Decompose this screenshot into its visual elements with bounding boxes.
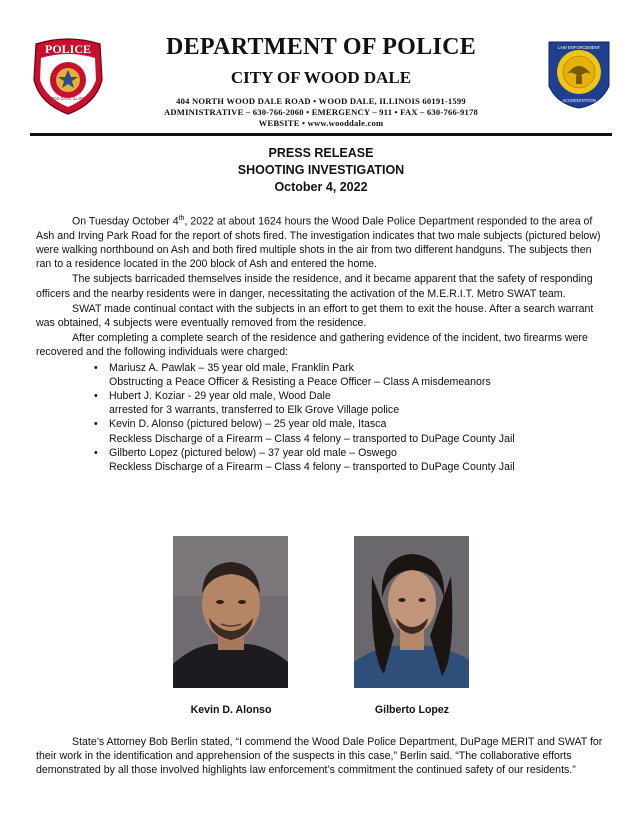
photo-caption: Kevin D. Alonso <box>190 704 272 716</box>
press-release-body <box>36 212 606 474</box>
press-release-date: October 4, 2022 <box>274 180 368 194</box>
date-superscript: th <box>178 215 185 222</box>
photo-caption: Gilberto Lopez <box>374 704 450 716</box>
address-line: 404 NORTH WOOD DALE ROAD • WOOD DALE, ILLINOIS 60191-1599 <box>176 96 466 106</box>
seal-bottom-text: ACCREDITATION <box>562 98 596 103</box>
bullet-icon: • <box>94 361 98 374</box>
paragraph-3: SWAT made continual contact with the subjects in an effort to get them to exit the house. After a search warrant was obtained, 4 subjects were eventually removed from the residence. <box>36 302 594 329</box>
charge-description: Obstructing a Peace Officer & Resisting a Peace Officer – Class A misdemeanors <box>109 375 491 388</box>
booking-photo-kevin-alonso <box>173 536 288 688</box>
list-item <box>94 446 606 474</box>
booking-photo-gilberto-lopez <box>354 536 469 688</box>
department-title: DEPARTMENT OF POLICE <box>165 34 477 60</box>
paragraph-1 <box>36 212 606 271</box>
press-release-label: PRESS RELEASE <box>268 146 374 160</box>
closing-statement <box>36 735 606 778</box>
list-item <box>94 417 606 445</box>
charged-person: Kevin D. Alonso (pictured below) – 25 year old male, Itasca <box>109 418 387 431</box>
charge-description: Reckless Discharge of a Firearm – Class 4 felony – transported to DuPage County Jail <box>109 460 515 473</box>
paragraph-2: The subjects barricaded themselves inside the residence, and it became apparent that the safety of responding officers and the nearby residents were in danger, necessitating the activation of the M.E.R.I.T. Metro SWAT team. <box>36 273 593 300</box>
charge-description: Reckless Discharge of a Firearm – Class 4 felony – transported to DuPage County Jail <box>109 432 515 445</box>
paragraph-1-rest: , 2022 at about 1624 hours the Wood Dale Police Department responded to the area of Ash and Irving Park Road for the report of shots fired. The investigation indicates that two male subjects (pictured below) were walking northbound on Ash and both fired multiple shots in the air from two different handguns. The subjects then ran to a residence located in the 200 block of Ash and entered the home. <box>36 215 601 271</box>
phone-line: ADMINISTRATIVE – 630-766-2060 • EMERGENCY – 911 • FAX – 630-766-9178 <box>163 107 479 117</box>
website-line: WEBSITE • www.wooddale.com <box>258 118 384 128</box>
list-item <box>94 361 606 389</box>
bullet-icon: • <box>94 446 98 459</box>
paragraph-4: After completing a complete search of the residence and gathering evidence of the incident, two firearms were recovered and the following individuals were charged: <box>36 332 588 359</box>
charge-description: arrested for 3 warrants, transferred to Elk Grove Village police <box>109 404 400 417</box>
paragraph-1-start: On Tuesday October 4 <box>72 215 179 228</box>
patch-label: POLICE <box>44 42 92 56</box>
city-title: CITY OF WOOD DALE <box>230 68 412 87</box>
patch-ring-text: WOOD DALE ILLINOIS <box>46 96 90 101</box>
closing-paragraph: State’s Attorney Bob Berlin stated, “I commend the Wood Dale Police Department, DuPage MERIT and SWAT for their work in the identification and apprehension of the suspects in this case,” Berlin said. “The collaborative efforts demonstrated by all those involved highlights law enforcement’s commitment the continued safety of our residents.” <box>36 736 603 777</box>
bullet-icon: • <box>94 389 98 402</box>
charged-person: Mariusz A. Pawlak – 35 year old male, Franklin Park <box>109 361 354 374</box>
letterhead-divider <box>30 133 612 136</box>
charged-person: Hubert J. Koziar - 29 year old male, Wood Dale <box>109 389 331 402</box>
bullet-icon: • <box>94 418 98 431</box>
seal-top-text: LAW ENFORCEMENT <box>557 45 601 50</box>
list-item <box>94 389 606 417</box>
charges-list <box>36 361 606 475</box>
press-release-subject: SHOOTING INVESTIGATION <box>237 163 405 177</box>
charged-person: Gilberto Lopez (pictured below) – 37 year old male – Oswego <box>109 446 397 459</box>
